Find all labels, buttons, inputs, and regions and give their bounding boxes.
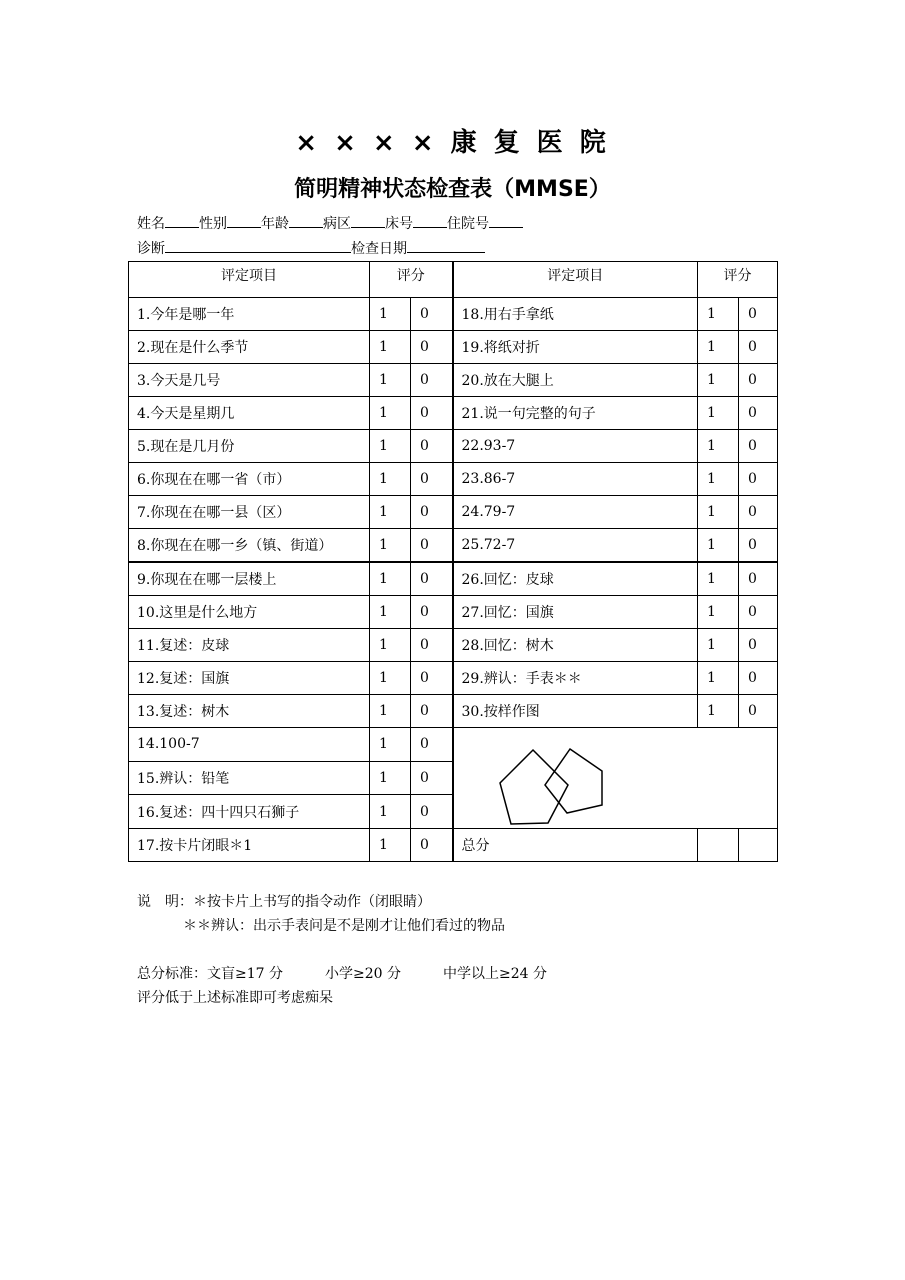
item-text: 17.按卡片闭眼＊1 [129, 829, 370, 862]
ward-label: 病区 [323, 216, 351, 232]
diagnosis-field[interactable] [165, 238, 351, 253]
item-text: 27.回忆：国旗 [453, 596, 698, 629]
score-one: 1 [370, 364, 411, 397]
score-zero: 0 [411, 761, 453, 795]
score-one: 1 [698, 331, 739, 364]
score-zero: 0 [739, 629, 778, 662]
score-one: 1 [698, 562, 739, 596]
score-zero: 0 [739, 397, 778, 430]
score-zero: 0 [739, 695, 778, 728]
score-one: 1 [370, 331, 411, 364]
score-one: 1 [370, 463, 411, 496]
score-zero: 0 [411, 331, 453, 364]
item-text: 29.辨认：手表＊＊ [453, 662, 698, 695]
diagnosis-line [137, 238, 485, 259]
score-zero: 0 [411, 463, 453, 496]
score-zero: 0 [411, 430, 453, 463]
admission-label: 住院号 [447, 216, 489, 232]
table-row [129, 562, 778, 596]
score-zero: 0 [739, 430, 778, 463]
item-text: 14.100-7 [129, 728, 370, 762]
item-text: 24.79-7 [453, 496, 698, 529]
header-item-left: 评定项目 [129, 262, 370, 298]
name-field[interactable] [165, 213, 199, 228]
item-text: 11.复述：皮球 [129, 629, 370, 662]
table-row [129, 496, 778, 529]
table-row [129, 728, 778, 762]
score-one: 1 [698, 496, 739, 529]
item-text: 3.今天是几号 [129, 364, 370, 397]
intersecting-pentagons-figure [454, 728, 776, 828]
total-label: 总分 [453, 829, 698, 862]
score-zero: 0 [739, 562, 778, 596]
patient-info-line [137, 213, 523, 234]
score-one: 1 [370, 728, 411, 762]
table-row [129, 463, 778, 496]
item-text: 1.今年是哪一年 [129, 298, 370, 331]
header-score-left: 评分 [370, 262, 453, 298]
item-text: 30.按样作图 [453, 695, 698, 728]
header-score-right: 评分 [698, 262, 778, 298]
score-zero: 0 [411, 529, 453, 563]
ward-field[interactable] [351, 213, 385, 228]
item-text: 9.你现在在哪一层楼上 [129, 562, 370, 596]
score-standard: 总分标准：文盲≥17 分 小学≥20 分 中学以上≥24 分 [137, 966, 547, 982]
score-one: 1 [698, 463, 739, 496]
score-one: 1 [370, 829, 411, 862]
score-zero: 0 [411, 364, 453, 397]
score-zero: 0 [411, 662, 453, 695]
item-text: 25.72-7 [453, 529, 698, 563]
note-line-2: ＊＊辨认：出示手表问是不是刚才让他们看过的物品 [183, 918, 505, 934]
age-field[interactable] [289, 213, 323, 228]
dementia-note: 评分低于上述标准即可考虑痴呆 [137, 990, 333, 1006]
score-one: 1 [698, 695, 739, 728]
score-one: 1 [370, 298, 411, 331]
item-text: 8.你现在在哪一乡（镇、街道） [129, 529, 370, 563]
score-one: 1 [370, 761, 411, 795]
exam-date-field[interactable] [407, 238, 485, 253]
item-text: 13.复述：树木 [129, 695, 370, 728]
note-line-1: 说 明：＊按卡片上书写的指令动作（闭眼睛） [137, 894, 431, 910]
diagnosis-label: 诊断 [137, 241, 165, 257]
table-header-row [129, 262, 778, 298]
score-zero: 0 [411, 596, 453, 629]
score-one: 1 [698, 629, 739, 662]
table-row [129, 397, 778, 430]
score-zero: 0 [411, 695, 453, 728]
item-text: 28.回忆：树木 [453, 629, 698, 662]
item-text: 10.这里是什么地方 [129, 596, 370, 629]
score-zero: 0 [411, 397, 453, 430]
table-row [129, 298, 778, 331]
sex-field[interactable] [227, 213, 261, 228]
score-zero: 0 [739, 331, 778, 364]
score-zero: 0 [739, 463, 778, 496]
score-one: 1 [698, 596, 739, 629]
score-zero: 0 [739, 529, 778, 563]
form-title: 简明精神状态检查表（MMSE） [294, 177, 611, 202]
table-row [129, 596, 778, 629]
item-text: 23.86-7 [453, 463, 698, 496]
score-zero: 0 [411, 795, 453, 829]
item-text: 18.用右手拿纸 [453, 298, 698, 331]
score-zero: 0 [739, 496, 778, 529]
score-one: 1 [370, 430, 411, 463]
item-text: 2.现在是什么季节 [129, 331, 370, 364]
score-zero: 0 [739, 596, 778, 629]
table-row [129, 331, 778, 364]
score-one: 1 [698, 529, 739, 563]
score-one: 1 [370, 562, 411, 596]
total-score-one [698, 829, 739, 862]
table-row [129, 629, 778, 662]
table-row [129, 430, 778, 463]
score-zero: 0 [411, 298, 453, 331]
pentagon-right [545, 749, 602, 813]
pentagon-left [500, 750, 568, 824]
score-one: 1 [698, 298, 739, 331]
item-text: 16.复述：四十四只石狮子 [129, 795, 370, 829]
score-zero: 0 [411, 629, 453, 662]
score-one: 1 [698, 397, 739, 430]
score-zero: 0 [411, 728, 453, 762]
score-one: 1 [370, 397, 411, 430]
score-one: 1 [370, 629, 411, 662]
score-zero: 0 [411, 829, 453, 862]
header-item-right: 评定项目 [453, 262, 698, 298]
mmse-table [128, 261, 778, 862]
score-zero: 0 [739, 298, 778, 331]
item-text: 5.现在是几月份 [129, 430, 370, 463]
total-score-zero [739, 829, 778, 862]
item-text: 26.回忆：皮球 [453, 562, 698, 596]
score-one: 1 [370, 695, 411, 728]
bed-field[interactable] [413, 213, 447, 228]
table-row [129, 695, 778, 728]
item-text: 21.说一句完整的句子 [453, 397, 698, 430]
table-row [129, 529, 778, 563]
age-label: 年龄 [261, 216, 289, 232]
item-text: 22.93-7 [453, 430, 698, 463]
item-text: 4.今天是星期几 [129, 397, 370, 430]
exam-date-label: 检查日期 [351, 241, 407, 257]
item-text: 6.你现在在哪一省（市） [129, 463, 370, 496]
table-row [129, 364, 778, 397]
admission-field[interactable] [489, 213, 523, 228]
score-one: 1 [370, 496, 411, 529]
item-text: 20.放在大腿上 [453, 364, 698, 397]
sex-label: 性别 [199, 216, 227, 232]
score-one: 1 [698, 430, 739, 463]
score-zero: 0 [411, 562, 453, 596]
hospital-title: × × × × 康 复 医 院 [295, 128, 610, 158]
score-one: 1 [370, 662, 411, 695]
figure-cell [453, 728, 778, 829]
item-text: 12.复述：国旗 [129, 662, 370, 695]
bed-label: 床号 [385, 216, 413, 232]
item-text: 19.将纸对折 [453, 331, 698, 364]
score-one: 1 [370, 529, 411, 563]
item-text: 15.辨认：铅笔 [129, 761, 370, 795]
score-zero: 0 [739, 662, 778, 695]
score-one: 1 [370, 596, 411, 629]
score-one: 1 [698, 364, 739, 397]
name-label: 姓名 [137, 216, 165, 232]
score-one: 1 [370, 795, 411, 829]
item-text: 7.你现在在哪一县（区） [129, 496, 370, 529]
table-row [129, 829, 778, 862]
table-row [129, 662, 778, 695]
score-one: 1 [698, 662, 739, 695]
score-zero: 0 [739, 364, 778, 397]
score-zero: 0 [411, 496, 453, 529]
